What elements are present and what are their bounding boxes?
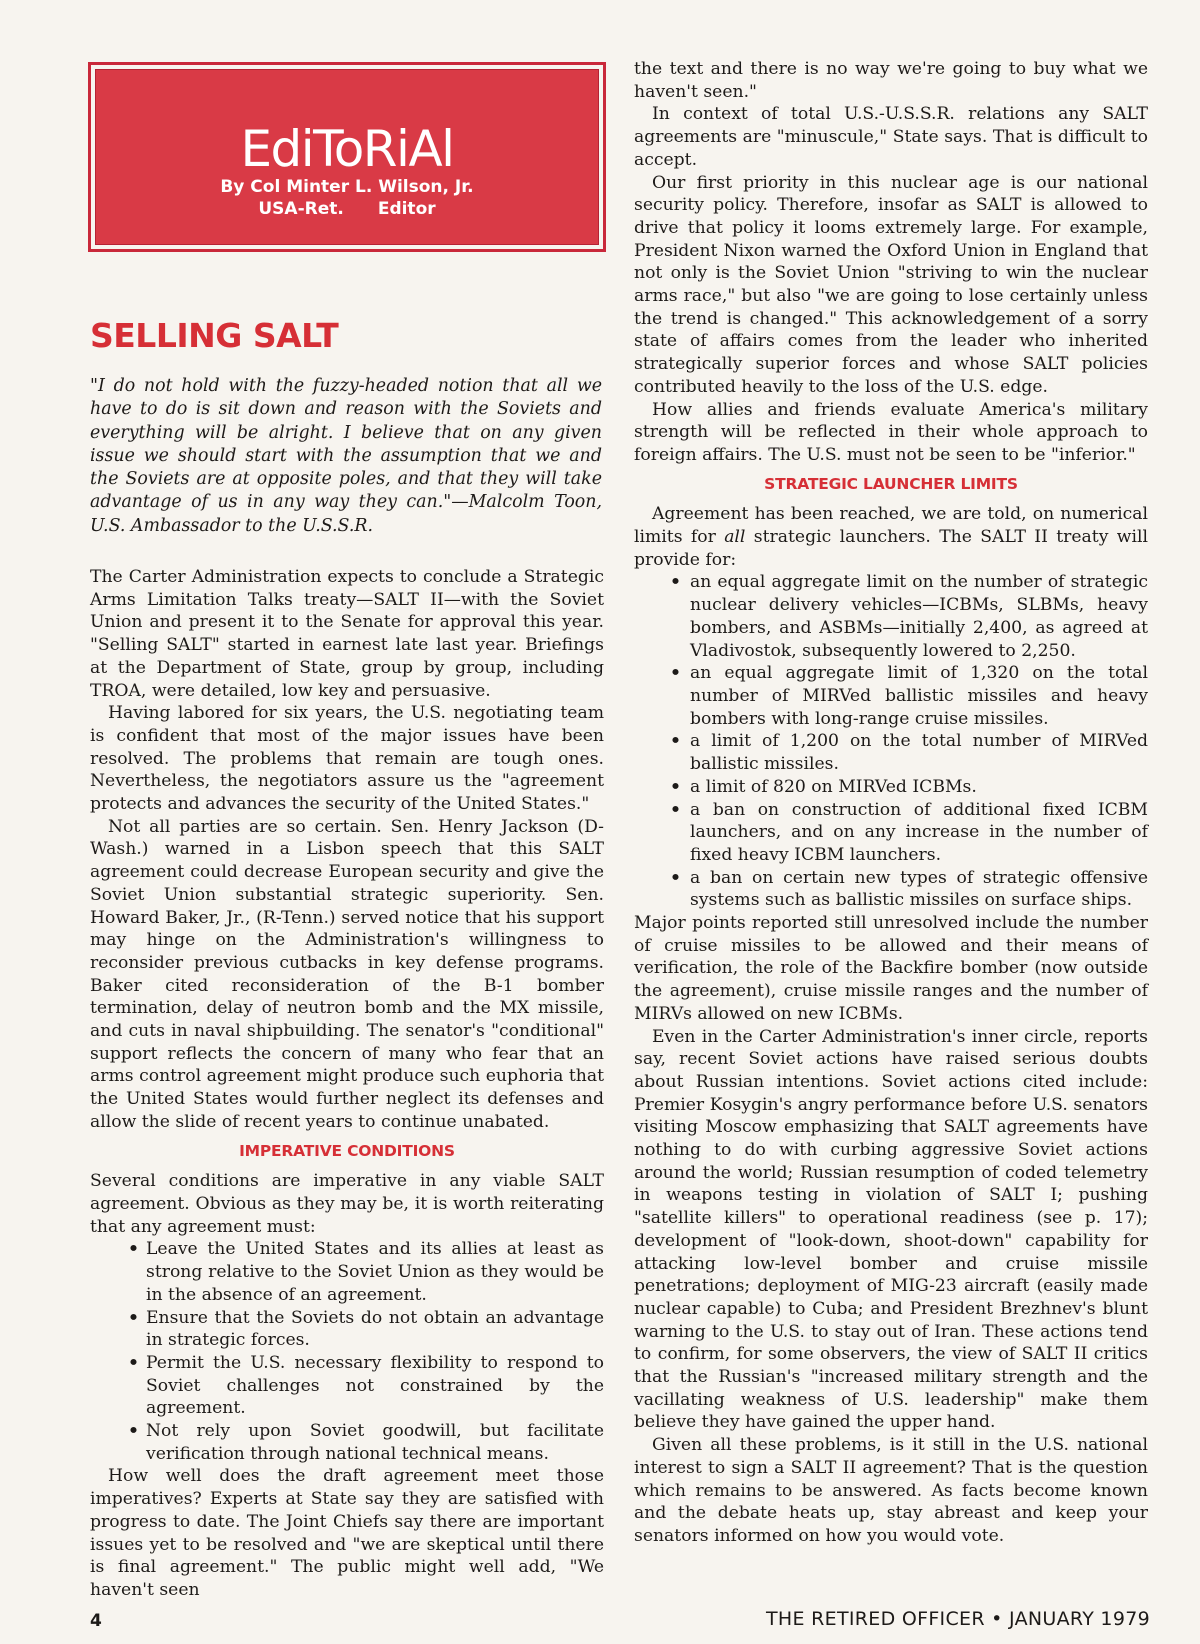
list-item: • Leave the United States and its allies at least as strong relative to the Soviet Union as they would be in the absence of an agreement. (90, 1238, 604, 1306)
paragraph: Several conditions are imperative in any viable SALT agreement. Obvious as they may be, it is worth reiterating that any agreement must: (90, 1171, 604, 1237)
right-column (634, 58, 1148, 1548)
section-heading-imperative-conditions: IMPERATIVE CONDITIONS (239, 1141, 455, 1160)
list-item: • a ban on construction of additional fixed ICBM launchers, and on any increase in the number of fixed heavy ICBM launchers. (634, 799, 1148, 867)
paragraph: Given all these problems, is it still in the U.S. national interest to sign a SALT II agreement? That is the question which remains to be answered. As facts become known and the debate heats up, stay abreast and keep your senators informed on how you would vote. (634, 1435, 1148, 1546)
epigraph-quote: "I do not hold with the fuzzy-headed notion that all we have to do is sit down and reason with the Soviets and everything will be alright. I believe that on any given issue we should start with the assumption that we and the Soviets are at opposite poles, and that they will take advantage of us in any way they can."—Malcolm Toon, U.S. Ambassador to the U.S.S.R. (90, 376, 602, 536)
byline-role-line (96, 198, 598, 220)
list-item: • Permit the U.S. necessary flexibility to respond to Soviet challenges not constrained by the agreement. (90, 1352, 604, 1420)
paragraph: Our first priority in this nuclear age is our national security policy. Therefore, insofar as SALT is allowed to drive that policy it looms extremely large. For example, President Nixon warned the Oxford Union in England that not only is the Soviet Union "striving to win the nuclear arms race," but also "we are going to lose certainly unless the trend is changed." This acknowledgement of a sorry state of affairs comes from the leader who inherited strategically superior forces and whose SALT policies contributed heavily to the loss of the U.S. edge. (634, 172, 1148, 397)
paragraph: The Carter Administration expects to conclude a Strategic Arms Limitation Talks treaty—SALT II—with the Soviet Union and present it to the Senate for approval this year. "Selling SALT" started in earnest late last year. Briefings at the Department of State, group by group, including TROA, were detailed, low key and persuasive. (90, 567, 604, 701)
list-item: • Ensure that the Soviets do not obtain an advantage in strategic forces. (90, 1307, 604, 1352)
conditions-list (90, 1238, 604, 1465)
list-item: • Not rely upon Soviet goodwill, but facilitate verification through national technical means. (90, 1420, 604, 1465)
paragraph: Not all parties are so certain. Sen. Henry Jackson (D-Wash.) warned in a Lisbon speech that this SALT agreement could decrease European security and give the Soviet Union substantial strategic superiority. Sen. Howard Baker, Jr., (R-Tenn.) served notice that his support may hinge on the Administration's willingness to reconsider previous cutbacks in key defense programs. Baker cited reconsideration of the B-1 bomber termination, delay of neutron bomb and the MX missile, and cuts in naval shipbuilding. The senator's "conditional" support reflects the concern of many who fear that an arms control agreement might produce such euphoria that the United States would further neglect its defenses and allow the slide of recent years to continue unabated. (90, 816, 604, 1132)
list-item: • an equal aggregate limit of 1,320 on the total number of MIRVed ballistic missiles and heavy bombers with long-range cruise missiles. (634, 662, 1148, 730)
list-item: • a limit of 820 on MIRVed ICBMs. (634, 776, 1148, 799)
paragraph: How well does the draft agreement meet those imperatives? Experts at State say they are satisfied with progress to date. The Joint Chiefs say there are important issues yet to be resolved and "we are skeptical until there is final agreement." The public might well add, "We haven't seen (90, 1466, 604, 1600)
page-number: 4 (90, 1611, 102, 1631)
byline-role: Editor (377, 199, 436, 219)
paragraph: Even in the Carter Administration's inner circle, reports say, recent Soviet actions have raised serious doubts about Russian intentions. Soviet actions cited include: Premier Kosygin's angry performance before U.S. senators visiting Moscow emphasizing that SALT agreements have nothing to do with curbing aggressive Soviet actions around the world; Russian resumption of coded telemetry in weapons testing in violation of SALT I; pushing "satellite killers" to operational readiness (see p. 17); development of "look-down, shoot-down" capability for attacking low-level bomber and cruise missile penetrations; deployment of MIG-23 aircraft (easily made nuclear capable) to Cuba; and President Brezhnev's blunt warning to the U.S. to stay out of Iran. These actions tend to confirm, for some observers, the view of SALT II critics that the Russian's "increased military strength and the vacillating weakness of U.S. leadership" make them believe they have gained the upper hand. (634, 1026, 1148, 1433)
text-run: strategic launchers. The SALT II treaty will provide for: (634, 527, 1148, 570)
treaty-provisions-list (634, 571, 1148, 912)
article-headline: SELLING SALT (90, 316, 339, 355)
editorial-title: EdiToRiAl (240, 120, 454, 178)
paragraph: Major points reported still unresolved include the number of cruise missiles to be allowed and their means of verification, the role of the Backfire bomber (now outside the agreement), cruise missile ranges and the number of MIRVs allowed on new ICBMs. (634, 913, 1148, 1024)
text-run: Agreement has been reached, we are told, on numerical limits for (634, 504, 1148, 548)
section-heading-strategic-launcher-limits: STRATEGIC LAUNCHER LIMITS (764, 474, 1018, 493)
byline-author: By Col Minter L. Wilson, Jr. (220, 177, 474, 197)
publication-footer: THE RETIRED OFFICER • JANUARY 1979 (766, 1608, 1150, 1630)
paragraph: How allies and friends evaluate America's military strength will be reflected in their whole approach to foreign affairs. The U.S. must not be seen to be "inferior." (634, 399, 1148, 465)
editorial-banner (88, 62, 606, 252)
left-column (90, 566, 604, 1602)
emphasis: all (724, 527, 746, 548)
paragraph: In context of total U.S.-U.S.S.R. relations any SALT agreements are "minuscule," State says. That is difficult to accept. (634, 104, 1148, 170)
list-item: • a limit of 1,200 on the total number of MIRVed ballistic missiles. (634, 730, 1148, 775)
list-item: • a ban on certain new types of strategic offensive systems such as ballistic missiles on surface ships. (634, 867, 1148, 912)
paragraph (634, 503, 1148, 571)
paragraph: the text and there is no way we're going to buy what we haven't seen." (634, 59, 1148, 102)
byline-rank: USA-Ret. (258, 199, 344, 219)
editorial-banner-fill (95, 69, 599, 245)
paragraph: Having labored for six years, the U.S. negotiating team is confident that most of the major issues have been resolved. The problems that remain are tough ones. Nevertheless, the negotiators assure us the "agreement protects and advances the security of the United States." (90, 703, 604, 815)
list-item: • an equal aggregate limit on the number of strategic nuclear delivery vehicles—ICBMs, SLBMs, heavy bombers, and ASBMs—initially 2,400, as agreed at Vladivostok, subsequently lowered to 2,250. (634, 571, 1148, 662)
